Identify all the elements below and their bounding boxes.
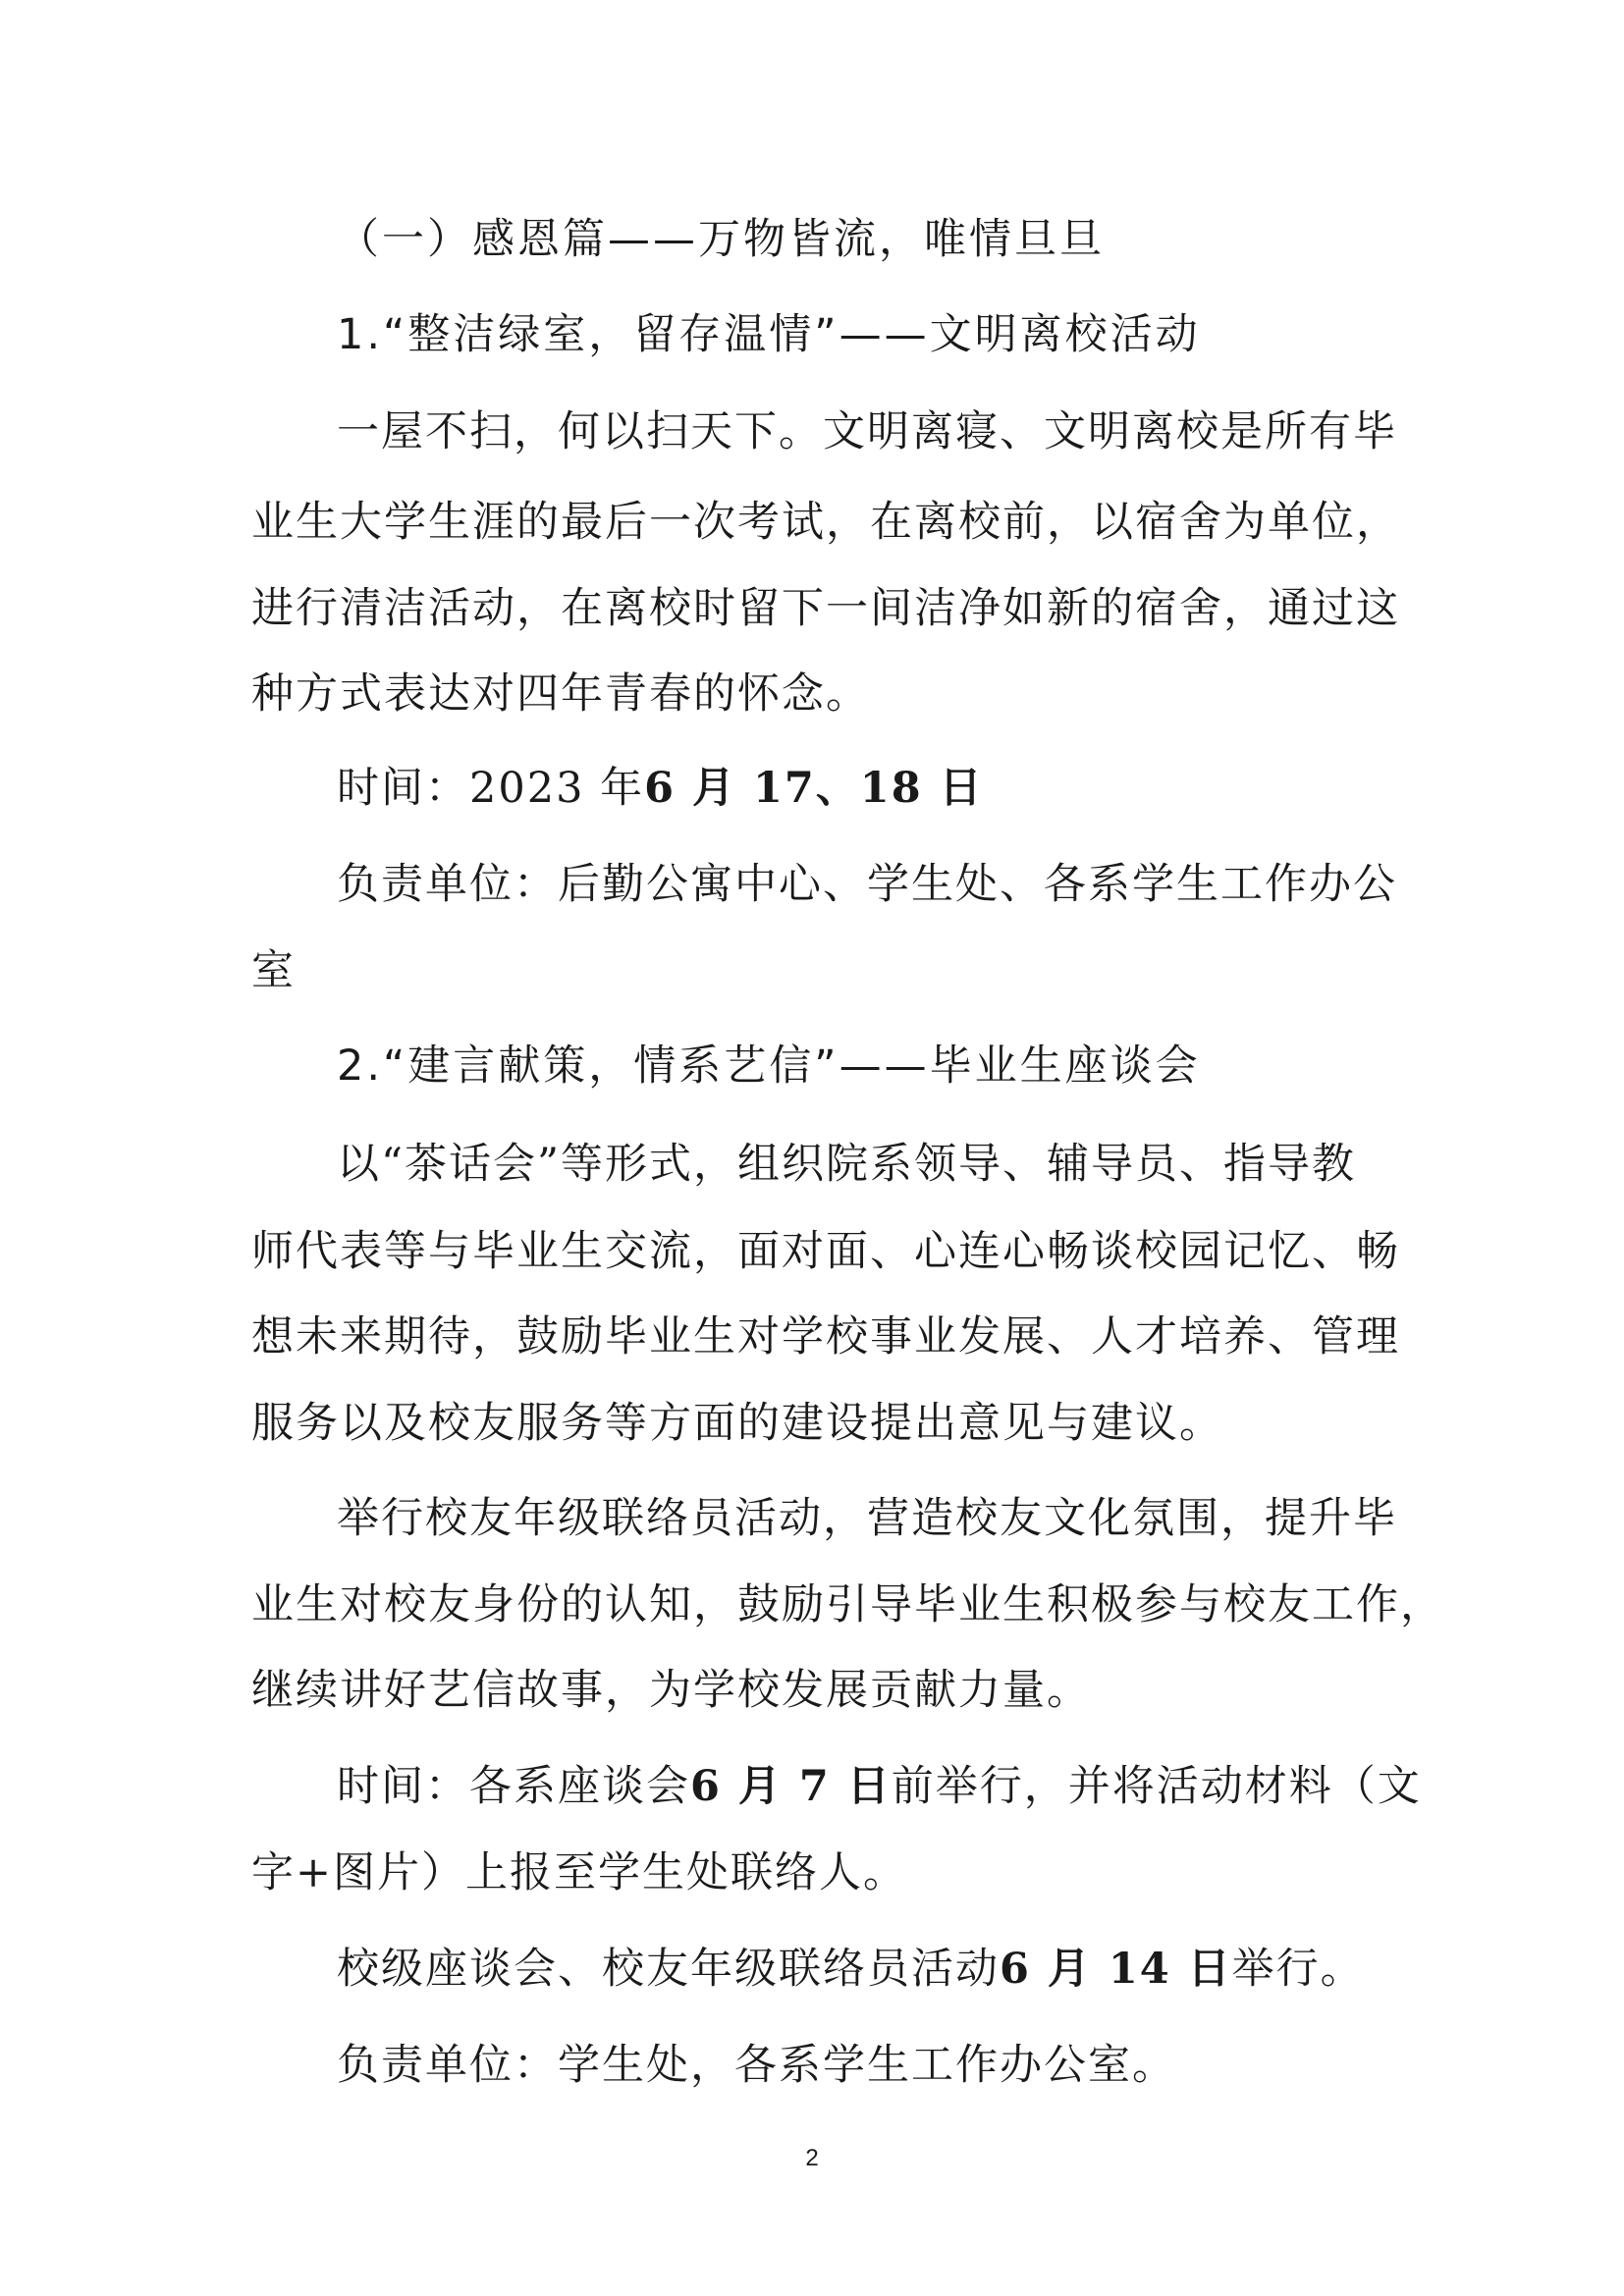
item-1-time-date: 6 月 17、18 日 — [644, 764, 984, 813]
item-2-unit: 负责单位：学生处，各系学生工作办公室。 — [337, 2041, 1176, 2090]
item-2-paragraph-line: 举行校友年级联络员活动，营造校友文化氛围，提升毕 — [337, 1494, 1397, 1543]
item-2-school-suffix: 举行。 — [1231, 1945, 1365, 1994]
item-2-paragraph-line: 业生对校友身份的认知，鼓励引导毕业生积极参与校友工作， — [251, 1580, 1444, 1629]
item-1-time-prefix: 时间：2023 年 — [337, 764, 645, 813]
item-2-paragraph-line: 师代表等与毕业生交流，面对面、心连心畅谈校园记忆、畅 — [251, 1227, 1400, 1276]
item-1-unit-line: 负责单位：后勤公寓中心、学生处、各系学生工作办公 — [337, 860, 1397, 909]
item-2-paragraph-line: 继续讲好艺信故事，为学校发展贡献力量。 — [251, 1666, 1091, 1715]
item-2-paragraph-line: 以“茶话会”等形式，组织院系领导、辅导员、指导教 — [337, 1140, 1356, 1189]
item-2-school-meeting — [337, 1940, 1365, 1999]
item-1-title: 1.“整洁绿室，留存温情”——文明离校活动 — [337, 310, 1201, 359]
item-2-time-prefix: 时间：各系座谈会 — [337, 1762, 690, 1811]
item-1-time — [337, 759, 984, 818]
item-1-paragraph-line: 进行清洁活动，在离校时留下一间洁净如新的宿舍，通过这 — [251, 584, 1400, 633]
item-2-school-prefix: 校级座谈会、校友年级联络员活动 — [337, 1945, 1000, 1994]
page-number: 2 — [805, 2145, 819, 2171]
item-2-paragraph-line: 想未来期待，鼓励毕业生对学校事业发展、人才培养、管理 — [251, 1312, 1400, 1362]
item-2-time-line: 字+图片）上报至学生处联络人。 — [251, 1848, 908, 1897]
item-2-time — [337, 1757, 1422, 1816]
item-1-paragraph-line: 业生大学生涯的最后一次考试，在离校前，以宿舍为单位， — [251, 498, 1400, 547]
item-2-title: 2.“建言献策，情系艺信”——毕业生座谈会 — [337, 1041, 1201, 1091]
item-2-paragraph-line: 服务以及校友服务等方面的建设提出意见与建议。 — [251, 1399, 1223, 1448]
item-1-unit-line: 室 — [251, 946, 296, 995]
item-2-school-date: 6 月 14 日 — [1000, 1945, 1232, 1994]
item-1-paragraph-line: 种方式表达对四年青春的怀念。 — [251, 669, 870, 719]
item-2-time-date: 6 月 7 日 — [690, 1762, 892, 1811]
section-heading: （一）感恩篇——万物皆流，唯情旦旦 — [337, 215, 1105, 264]
item-1-paragraph-line: 一屋不扫，何以扫天下。文明离寝、文明离校是所有毕 — [337, 407, 1397, 456]
item-2-time-suffix: 前举行，并将活动材料（文 — [891, 1762, 1422, 1811]
